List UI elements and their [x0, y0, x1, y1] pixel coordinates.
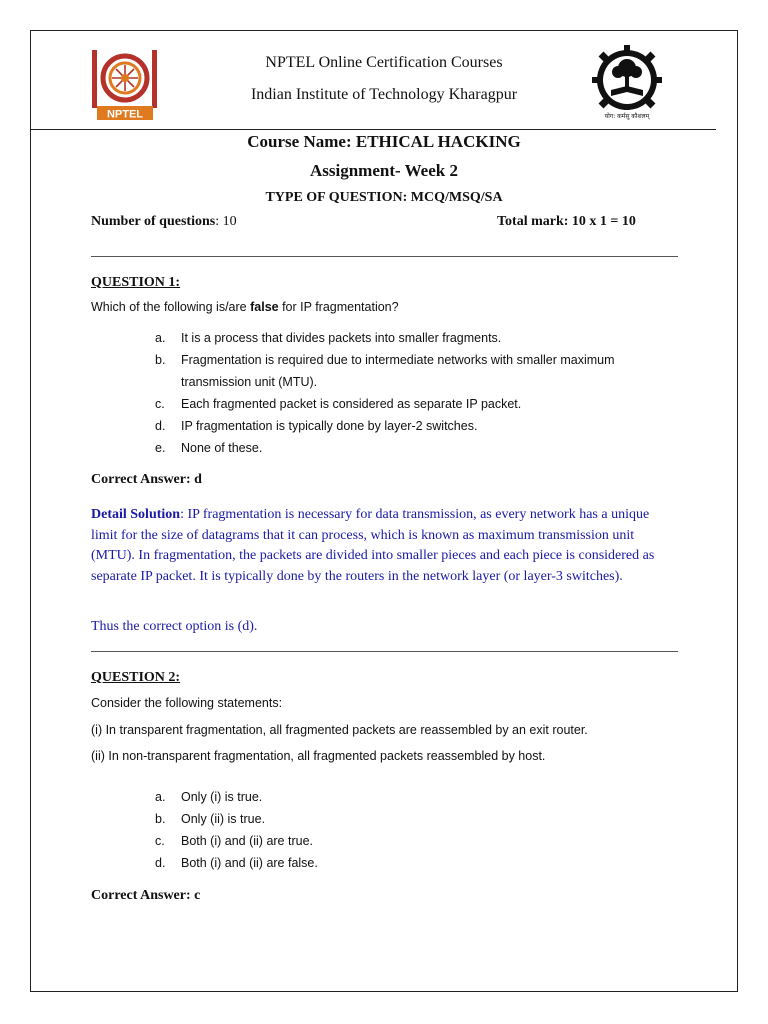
option-text: Both (i) and (ii) are true.	[181, 834, 313, 848]
option-letter: a.	[155, 790, 166, 804]
iit-logo-caption: योग: कर्मसु कौशलम्	[604, 113, 650, 120]
question-1-option-a	[155, 327, 685, 349]
option-text: None of these.	[181, 441, 263, 455]
number-of-questions	[91, 214, 237, 230]
option-letter: d.	[155, 856, 166, 870]
number-of-questions-value: : 10	[215, 214, 237, 229]
question-2-statement-1: (i) In transparent fragmentation, all fragmented packets are reassembled by an exit router.	[91, 723, 588, 737]
question-1-solution	[91, 505, 671, 587]
question-type: TYPE OF QUESTION: MCQ/MSQ/SA	[265, 190, 503, 205]
option-text: It is a process that divides packets into smaller fragments.	[181, 331, 502, 345]
number-of-questions-label: Number of questions	[91, 214, 216, 229]
question-2-answer: Correct Answer: c	[91, 888, 201, 903]
question-1-title: QUESTION 1:	[91, 275, 181, 290]
question-1-option-c	[155, 393, 685, 415]
header-title: NPTEL Online Certification Courses	[265, 54, 503, 71]
option-letter: e.	[155, 441, 166, 455]
option-text: IP fragmentation is typically done by layer-2 switches.	[181, 419, 478, 433]
question-2-statement-2: (ii) In non-transparent fragmentation, all fragmented packets reassembled by host.	[91, 749, 546, 763]
question-1-option-b	[155, 349, 685, 393]
question-1-option-d	[155, 415, 685, 437]
question-1-conclusion: Thus the correct option is (d).	[91, 619, 258, 634]
question-2-option-c	[155, 830, 685, 852]
question-1-answer: Correct Answer: d	[91, 472, 202, 487]
option-text: Both (i) and (ii) are false.	[181, 856, 318, 870]
question-2-option-a	[155, 786, 685, 808]
question-2-option-b	[155, 808, 685, 830]
question-2-title: QUESTION 2:	[91, 670, 181, 685]
option-letter: a.	[155, 331, 166, 345]
option-text: Each fragmented packet is considered as separate IP packet.	[181, 397, 522, 411]
question-1-text-emphasis: false	[250, 300, 279, 314]
question-2-option-d	[155, 852, 685, 874]
option-letter: c.	[155, 834, 165, 848]
question-1-text	[91, 300, 399, 314]
option-letter: b.	[155, 353, 166, 367]
total-mark: Total mark: 10 x 1 = 10	[497, 214, 636, 229]
course-name: Course Name: ETHICAL HACKING	[247, 132, 521, 151]
question-1-text-end: for IP fragmentation?	[278, 300, 399, 314]
option-text: Only (i) is true.	[181, 790, 263, 804]
assignment-title: Assignment- Week 2	[310, 161, 458, 180]
question-2-intro: Consider the following statements:	[91, 696, 283, 710]
question-1-text-start: Which of the following is/are	[91, 300, 251, 314]
option-text: Only (ii) is true.	[181, 812, 266, 826]
header-institute: Indian Institute of Technology Kharagpur	[250, 86, 518, 103]
option-letter: b.	[155, 812, 166, 826]
solution-label: Detail Solution	[91, 507, 181, 522]
option-text: Fragmentation is required due to intermediate networks with smaller maximum transmission unit (MTU).	[181, 353, 615, 389]
header-divider	[30, 129, 716, 130]
option-letter: d.	[155, 419, 166, 433]
section-divider	[91, 651, 678, 652]
nptel-logo-text: NPTEL	[106, 108, 144, 121]
section-divider	[91, 256, 678, 257]
question-1-option-e	[155, 437, 685, 459]
solution-text: : IP fragmentation is necessary for data transmission, as every network has a unique limit for the size of datagrams that it can process, which is known as maximum transmission unit (MTU). In fragmentation, the packets are divided into smaller pieces and each piece is considered as separate IP packet. It is typically done by the routers in the network layer (or layer-3 switches).	[91, 507, 655, 584]
option-letter: c.	[155, 397, 165, 411]
